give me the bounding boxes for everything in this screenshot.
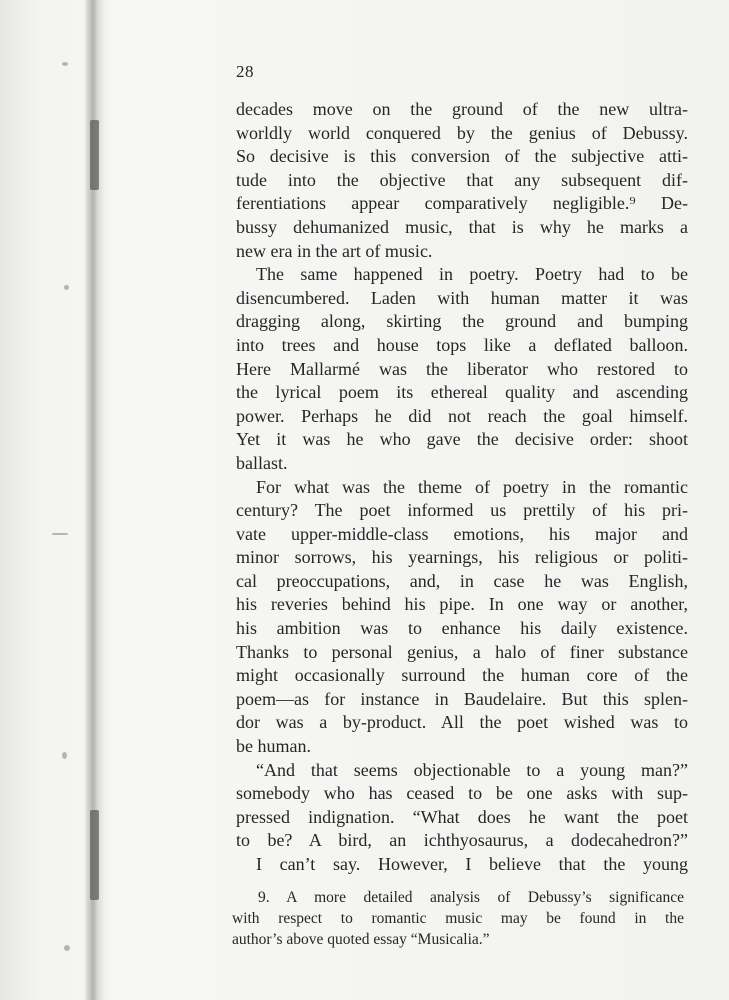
text-line: For what was the theme of poetry in the romantic bbox=[256, 476, 688, 497]
scan-speck bbox=[64, 285, 69, 290]
text-line: disencumbered. Laden with human matter it was bbox=[236, 287, 688, 308]
scan-speck bbox=[52, 533, 68, 535]
text-line: Here Mallarmé was the liberator who restored to bbox=[236, 358, 688, 379]
text-line: Yet it was he who gave the decisive order: shoot bbox=[236, 429, 688, 450]
text-line: decades move on the ground of the new ultra- bbox=[236, 99, 688, 119]
binding-mark bbox=[90, 810, 99, 900]
text-line: be human. bbox=[236, 736, 311, 757]
scan-speck bbox=[62, 62, 68, 66]
footnote bbox=[232, 887, 684, 950]
footnote-text bbox=[232, 887, 684, 950]
text-line: somebody who has ceased to be one asks with sup- bbox=[236, 783, 688, 804]
text-line: Thanks to personal genius, a halo of finer substance bbox=[236, 641, 688, 662]
text-line: bussy dehumanized music, that is why he marks a bbox=[236, 216, 688, 237]
footnote-line: author’s above quoted essay “Musicalia.” bbox=[232, 931, 490, 948]
main-text bbox=[236, 60, 688, 877]
text-line: dor was a by-product. All the poet wished was to bbox=[236, 712, 688, 733]
text-line: worldly world conquered by the genius of Debussy. bbox=[236, 122, 688, 143]
text-line: ballast. bbox=[236, 452, 288, 473]
footnote-line: 9. A more detailed analysis of Debussy’s significance bbox=[258, 889, 684, 906]
text-line: his reveries behind his pipe. In one way or another, bbox=[236, 594, 688, 615]
text-line: pressed indignation. “What does he want the poet bbox=[236, 806, 688, 827]
text-line: dragging along, skirting the ground and bumping bbox=[236, 311, 688, 332]
scan-speck bbox=[62, 752, 67, 759]
text-line: poem—as for instance in Baudelaire. But this splen- bbox=[236, 688, 688, 709]
text-line: his ambition was to enhance his daily existence. bbox=[236, 618, 688, 639]
text-line: So decisive is this conversion of the subjective atti- bbox=[236, 146, 688, 167]
text-line: The same happened in poetry. Poetry had to be bbox=[256, 264, 688, 285]
binding-mark bbox=[90, 120, 99, 190]
body-text bbox=[236, 98, 688, 877]
text-line: “And that seems objectionable to a young man?” bbox=[256, 759, 688, 780]
text-line: the lyrical poem its ethereal quality and ascending bbox=[236, 382, 688, 403]
text-line: to be? A bird, an ichthyosaurus, a dodecahedron?” bbox=[236, 830, 688, 851]
scan-speck bbox=[64, 945, 70, 951]
text-line: into trees and house tops like a deflated balloon. bbox=[236, 334, 688, 355]
text-line: I can’t say. However, I believe that the young bbox=[256, 854, 688, 874]
text-line: vate upper-middle-class emotions, his major and bbox=[236, 523, 688, 544]
text-line: cal preoccupations, and, in case he was English, bbox=[236, 570, 688, 591]
footnote-line: with respect to romantic music may be found in the bbox=[232, 910, 684, 927]
page-number: 28 bbox=[236, 62, 254, 81]
text-line: might occasionally surround the human core of the bbox=[236, 665, 688, 686]
text-line: new era in the art of music. bbox=[236, 240, 433, 261]
text-line: tude into the objective that any subsequent dif- bbox=[236, 169, 688, 190]
text-line: ferentiations appear comparatively negligible.⁹ De- bbox=[236, 193, 688, 214]
text-line: power. Perhaps he did not reach the goal himself. bbox=[236, 405, 688, 426]
text-line: minor sorrows, his yearnings, his religious or politi- bbox=[236, 547, 688, 568]
text-line: century? The poet informed us prettily of his pri- bbox=[236, 500, 688, 521]
